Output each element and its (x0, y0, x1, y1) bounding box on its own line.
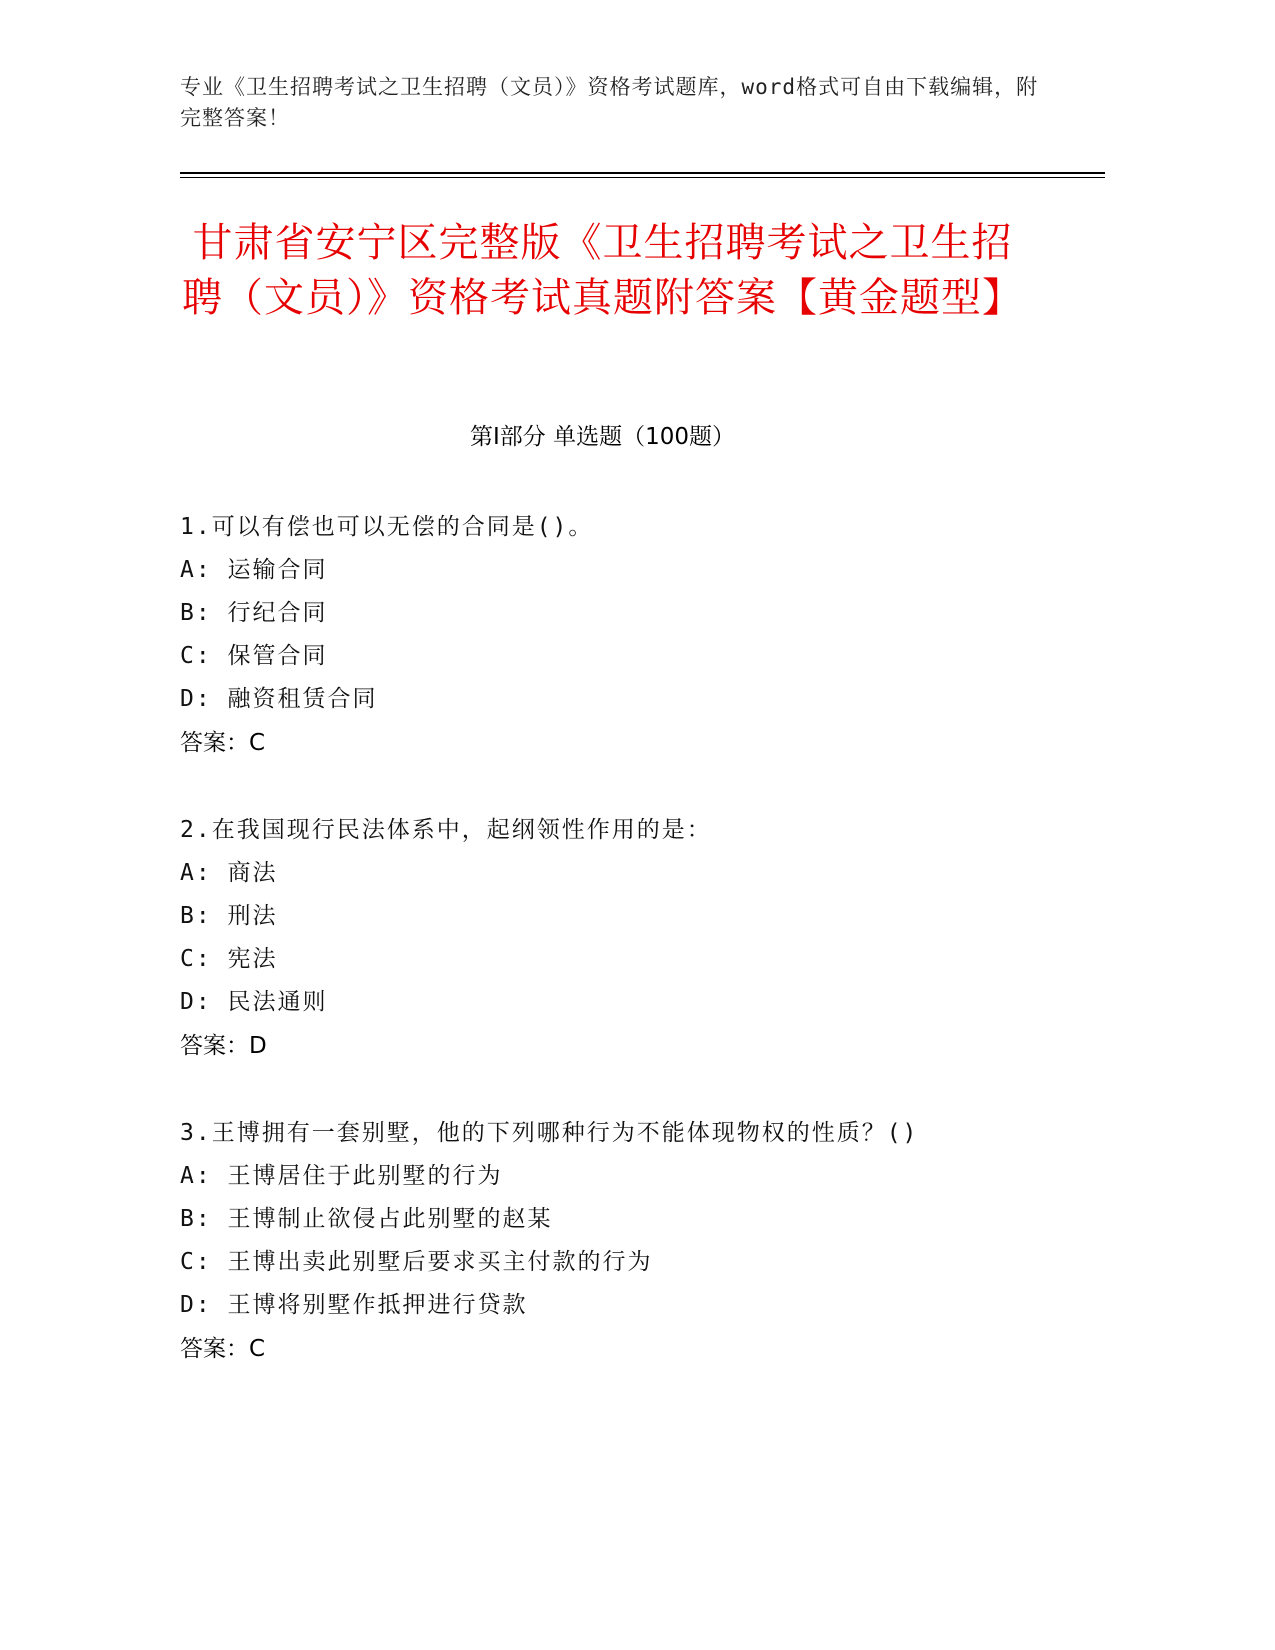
section-heading: 第I部分 单选题（100题） (470, 424, 735, 450)
question-list (180, 506, 1080, 1415)
option-d: D: 民法通则 (180, 989, 328, 1015)
option-c: C: 保管合同 (180, 643, 328, 669)
option-b: B: 王博制止欲侵占此别墅的赵某 (180, 1206, 553, 1232)
option-a: A: 商法 (180, 860, 278, 886)
answer-line: 答案：C (180, 730, 266, 756)
option-d: D: 融资租赁合同 (180, 686, 378, 712)
option-a: A: 运输合同 (180, 557, 328, 583)
option-b: B: 刑法 (180, 903, 278, 929)
option-b: B: 行纪合同 (180, 600, 328, 626)
question-stem: 3.王博拥有一套别墅，他的下列哪种行为不能体现物权的性质？() (180, 1120, 919, 1146)
header-note: 专业《卫生招聘考试之卫生招聘（文员）》资格考试题库，word格式可自由下载编辑，附完整答案！ (180, 75, 1039, 130)
question-stem: 1.可以有偿也可以无偿的合同是()。 (180, 514, 594, 540)
question-item (180, 1112, 1080, 1371)
header-divider-thick (180, 172, 1105, 174)
answer-line: 答案：D (180, 1033, 267, 1059)
document-title: 甘肃省安宁区完整版《卫生招聘考试之卫生招聘（文员）》资格考试真题附答案【黄金题型】 (182, 220, 1023, 321)
option-d: D: 王博将别墅作抵押进行贷款 (180, 1292, 528, 1318)
answer-line: 答案：C (180, 1336, 266, 1362)
question-item (180, 809, 1080, 1068)
option-c: C: 王博出卖此别墅后要求买主付款的行为 (180, 1249, 653, 1275)
header-divider-thin (180, 177, 1105, 178)
option-a: A: 王博居住于此别墅的行为 (180, 1163, 503, 1189)
question-item (180, 506, 1080, 765)
option-c: C: 宪法 (180, 946, 278, 972)
question-stem: 2.在我国现行民法体系中，起纲领性作用的是： (180, 817, 712, 843)
